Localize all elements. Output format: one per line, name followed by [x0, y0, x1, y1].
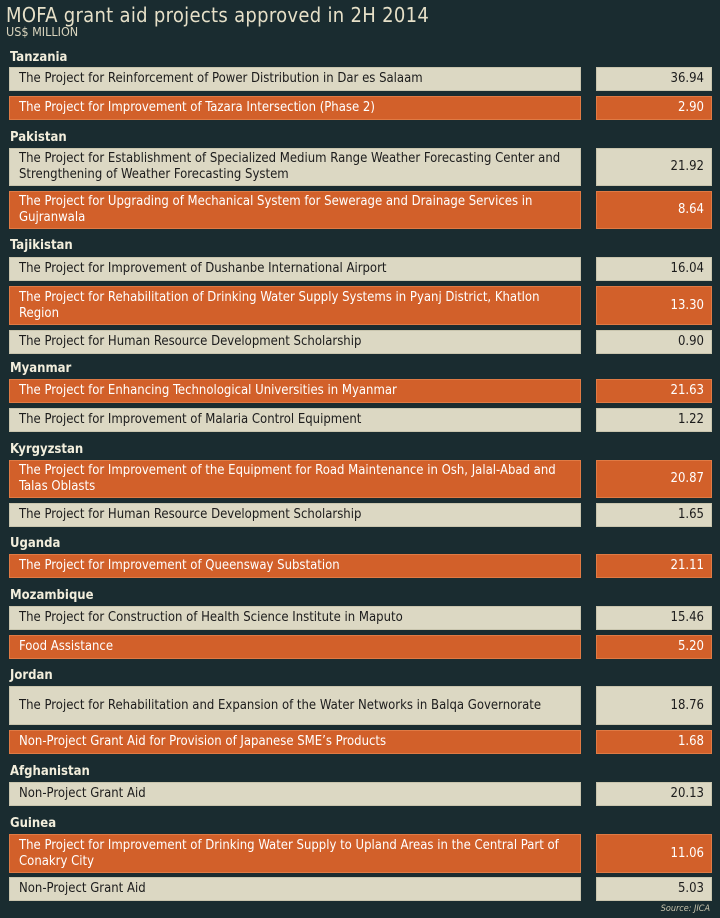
project-value: 16.04 [596, 257, 712, 281]
project-value: 1.22 [596, 408, 712, 432]
project-value: 21.92 [596, 148, 712, 186]
project-name: The Project for Improvement of Drinking Water Supply to Upland Areas in the Central Part of Conakry City [9, 834, 581, 873]
project-value: 21.63 [596, 379, 712, 403]
project-name: The Project for Construction of Health Science Institute in Maputo [9, 606, 581, 630]
page-title: MOFA grant aid projects approved in 2H 2014 [6, 3, 430, 27]
project-value: 0.90 [596, 330, 712, 354]
project-value: 8.64 [596, 191, 712, 229]
project-name: The Project for Human Resource Development Scholarship [9, 503, 581, 527]
project-value: 20.87 [596, 460, 712, 498]
project-name: The Project for Enhancing Technological Universities in Myanmar [9, 379, 581, 403]
project-value: 2.90 [596, 96, 712, 120]
project-value: 21.11 [596, 554, 712, 578]
project-value: 18.76 [596, 686, 712, 725]
source-note: Source: JICA [660, 904, 710, 914]
country-header: Tajikistan [10, 238, 73, 253]
project-value: 11.06 [596, 834, 712, 873]
unit-subtitle: US$ MILLION [6, 24, 79, 39]
project-value: 1.65 [596, 503, 712, 527]
project-name: The Project for Human Resource Development Scholarship [9, 330, 581, 354]
country-header: Pakistan [10, 130, 67, 145]
country-header: Uganda [10, 536, 61, 551]
project-name: The Project for Improvement of the Equipment for Road Maintenance in Osh, Jalal-Abad and Talas Oblasts [9, 460, 581, 498]
project-name: The Project for Establishment of Specialized Medium Range Weather Forecasting Center and Strengthening of Weather Forecasting System [9, 148, 581, 186]
project-name: The Project for Improvement of Queensway Substation [9, 554, 581, 578]
country-header: Kyrgyzstan [10, 442, 84, 457]
project-value: 20.13 [596, 782, 712, 806]
project-value: 1.68 [596, 730, 712, 754]
project-name: Food Assistance [9, 635, 581, 659]
project-name: Non-Project Grant Aid [9, 782, 581, 806]
project-name: The Project for Reinforcement of Power Distribution in Dar es Salaam [9, 67, 581, 91]
project-name: Non-Project Grant Aid for Provision of Japanese SME’s Products [9, 730, 581, 754]
project-name: The Project for Improvement of Malaria Control Equipment [9, 408, 581, 432]
country-header: Myanmar [10, 361, 72, 376]
project-value: 15.46 [596, 606, 712, 630]
country-header: Jordan [10, 668, 53, 683]
country-header: Guinea [10, 816, 57, 831]
country-header: Mozambique [10, 588, 94, 603]
project-name: Non-Project Grant Aid [9, 877, 581, 901]
project-value: 5.20 [596, 635, 712, 659]
project-name: The Project for Upgrading of Mechanical System for Sewerage and Drainage Services in Gujranwala [9, 191, 581, 229]
project-name: The Project for Rehabilitation and Expansion of the Water Networks in Balqa Governorate [9, 686, 581, 725]
project-name: The Project for Improvement of Dushanbe International Airport [9, 257, 581, 281]
project-value: 5.03 [596, 877, 712, 901]
country-header: Tanzania [10, 50, 68, 65]
project-value: 13.30 [596, 286, 712, 325]
project-name: The Project for Improvement of Tazara Intersection (Phase 2) [9, 96, 581, 120]
project-value: 36.94 [596, 67, 712, 91]
project-name: The Project for Rehabilitation of Drinking Water Supply Systems in Pyanj District, Khatlon Region [9, 286, 581, 325]
country-header: Afghanistan [10, 764, 90, 779]
